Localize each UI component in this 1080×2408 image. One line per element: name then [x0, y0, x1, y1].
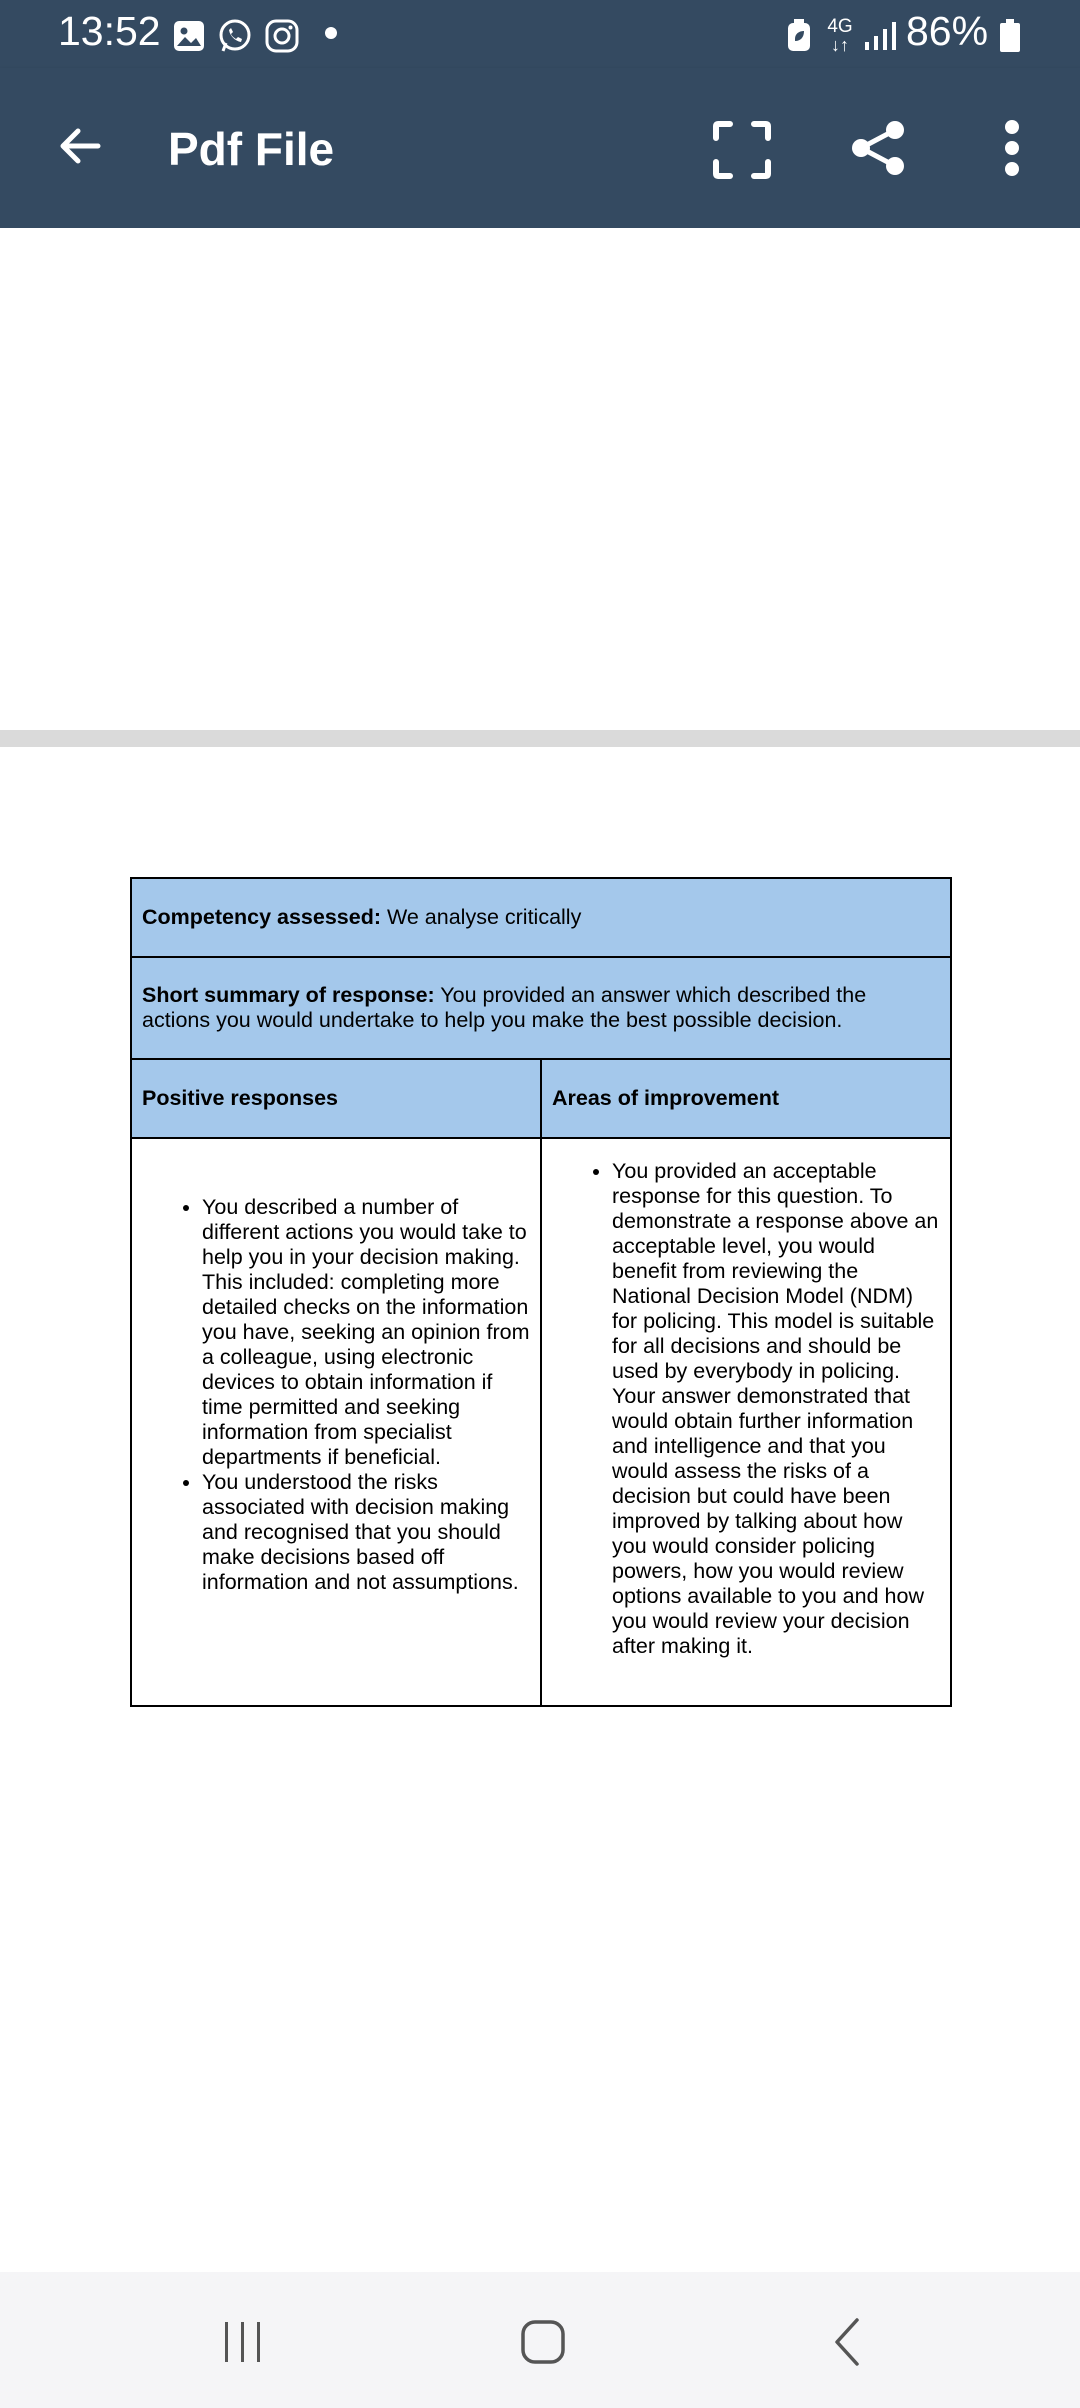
- fullscreen-button[interactable]: [706, 114, 778, 186]
- back-button[interactable]: [48, 114, 112, 178]
- more-options-button[interactable]: [984, 112, 1040, 184]
- gallery-icon: [171, 18, 207, 54]
- share-icon: [849, 119, 907, 177]
- notification-dot: [325, 27, 337, 39]
- improvement-header-text: Areas of improvement: [552, 1086, 780, 1110]
- competency-value: We analyse critically: [381, 905, 582, 929]
- back-icon: [831, 2317, 863, 2367]
- competency-label: Competency assessed:: [142, 905, 381, 929]
- list-item: • You provided an acceptable response for this question. To demonstrate a response above an acceptable level, you would benefit from reviewing the National Decision Model (NDM) for policing. This model is suitable for all decisions and should be used by everybody in policing. Your answer demonstrated that would obtain further information and intelligence and that you would assess the risks of a decision but could have been improved by talking about how you would consider policing powers, how you would review options available to you and how you would review your decision after making it.: [612, 1159, 940, 1659]
- improvement-list: [552, 1139, 940, 1659]
- instagram-icon: [264, 18, 300, 54]
- summary-cell: [131, 957, 951, 1059]
- status-bar: [0, 0, 1080, 68]
- nav-back-button[interactable]: [804, 2302, 890, 2382]
- status-time: 13:52: [58, 8, 161, 54]
- fullscreen-icon: [712, 120, 772, 180]
- recent-apps-button[interactable]: [200, 2302, 286, 2382]
- back-arrow-icon: [58, 126, 102, 166]
- home-button[interactable]: [500, 2302, 586, 2382]
- pdf-page-1: [0, 228, 1080, 730]
- share-button[interactable]: [842, 112, 914, 184]
- more-vert-icon: [1002, 118, 1022, 178]
- improvement-cell: [541, 1138, 951, 1706]
- positive-list: [142, 1139, 530, 1595]
- whatsapp-icon: [216, 18, 254, 54]
- page-title: Pdf File: [168, 123, 335, 175]
- positive-header: [131, 1059, 541, 1138]
- positive-header-text: Positive responses: [142, 1086, 338, 1110]
- recent-apps-icon: [221, 2320, 265, 2364]
- summary-label: Short summary of response:: [142, 983, 435, 1007]
- battery-saver-icon: [784, 18, 814, 54]
- summary-value: You provided an answer which described the actions you would undertake to help you make the best possible decision.: [142, 983, 867, 1032]
- battery-icon: [996, 18, 1024, 54]
- nav-bar: [0, 2272, 1080, 2408]
- list-item: • You understood the risks associated with decision making and recognised that you should make decisions based off information and not assumptions.: [202, 1470, 530, 1595]
- home-icon: [519, 2318, 567, 2366]
- feedback-table: [130, 877, 952, 1707]
- network-type: [826, 14, 854, 58]
- signal-icon: [862, 18, 898, 54]
- competency-cell: [131, 878, 951, 957]
- network-label: 4G: [827, 16, 853, 37]
- positive-cell: [131, 1138, 541, 1706]
- data-arrows-icon: ↓↑: [831, 35, 849, 55]
- list-item: • You described a number of different actions you would take to help you in your decision making. This included: completing more detailed checks on the information you have, seeking an opinion from a colleague, using electronic devices to obtain information if time permitted and seeking information from specialist departments if beneficial.: [202, 1195, 530, 1470]
- page-separator: [0, 730, 1080, 747]
- improvement-header: [541, 1059, 951, 1138]
- battery-percent: 86%: [906, 8, 989, 54]
- app-bar: [0, 68, 1080, 228]
